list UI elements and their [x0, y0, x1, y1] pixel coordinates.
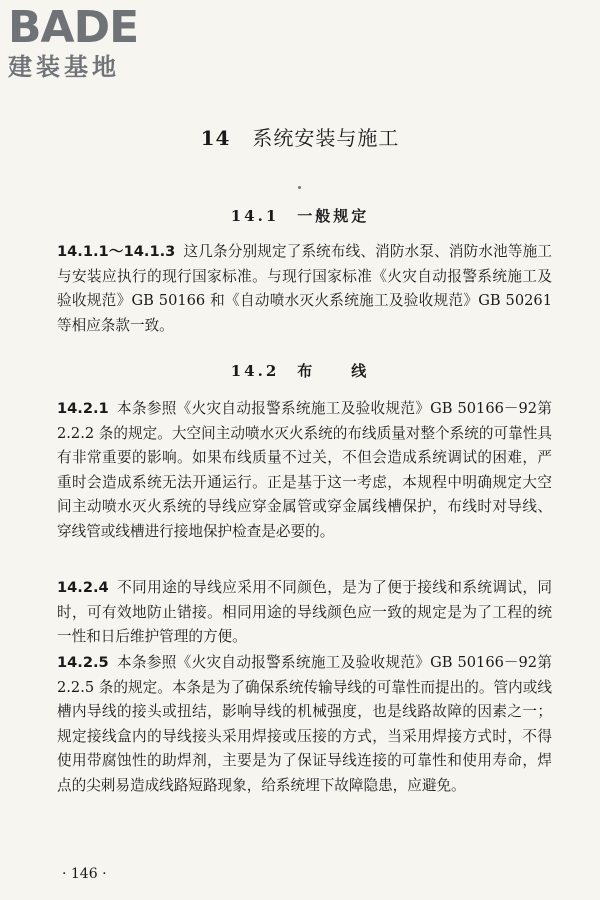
chapter-title [0, 122, 600, 151]
logo-text-cn: 建装基地 [8, 53, 120, 81]
section-title-14-1: 14.1 一般规定 [230, 207, 370, 225]
paragraph-text: 本条参照《火灾自动报警系统施工及验收规范》GB 50166－92第 2.2.2 条的规定。大空间主动喷水灭火系统的布线质量对整个系统的可靠性具有非常重要的影响。如果布线质量不过关，不但会造成系统调试的困难，严重时会造成系统无法开通运行。正是基于这一考虑，本规程中明确规定大空间主动喷水灭火系统的导线应穿金属管或穿金属线槽保护，布线时对导线、穿线管或线槽进行接地保护检查是必要的。 [57, 400, 552, 540]
publisher-logo [8, 4, 178, 82]
chapter-name: 系统安装与施工 [252, 126, 400, 150]
clause-number: 14.2.4 [57, 579, 109, 596]
logo-text-en: BADE [8, 2, 139, 53]
clause-number: 14.1.1～14.1.3 [57, 243, 176, 260]
section-title-14-2: 14.2 布 线 [230, 362, 370, 380]
clause-number: 14.2.1 [57, 400, 109, 417]
paragraph-14-2-5 [57, 651, 552, 798]
chapter-number: 14 [200, 126, 231, 150]
page-number: · 146 · [62, 866, 107, 882]
paragraph-14-2-1 [57, 397, 552, 544]
paragraph-text: 不同用途的导线应采用不同颜色，是为了便于接线和系统调试，同时，可有效地防止错接。相同用途的导线颜色应一致的规定是为了工程的统一性和日后维护管理的方便。 [57, 579, 552, 645]
decorative-dot [298, 186, 301, 189]
paragraph-text: 本条参照《火灾自动报警系统施工及验收规范》GB 50166－92第 2.2.5 条的规定。本条是为了确保系统传输导线的可靠性而提出的。管内或线槽内导线的接头或扭结，影响导线的机械强度，也是线路故障的因素之一；规定接线盒内的导线接头采用焊接或压接的方式，当采用焊接方式时，不得使用带腐蚀性的助焊剂，主要是为了保证导线连接的可靠性和使用寿命，焊点的尖刺易造成线路短路现象，给系统埋下故障隐患，应避免。 [57, 654, 552, 794]
paragraph-14-2-4 [57, 576, 552, 650]
paragraph-14-1-1 [57, 240, 552, 338]
clause-number: 14.2.5 [57, 654, 109, 671]
paragraph-text: 这几条分别规定了系统布线、消防水泵、消防水池等施工与安装应执行的现行国家标准。与现行国家标准《火灾自动报警系统施工及验收规范》GB 50166 和《自动喷水灭火系统施工及验收规范》GB 50261 等相应条款一致。 [57, 243, 552, 334]
